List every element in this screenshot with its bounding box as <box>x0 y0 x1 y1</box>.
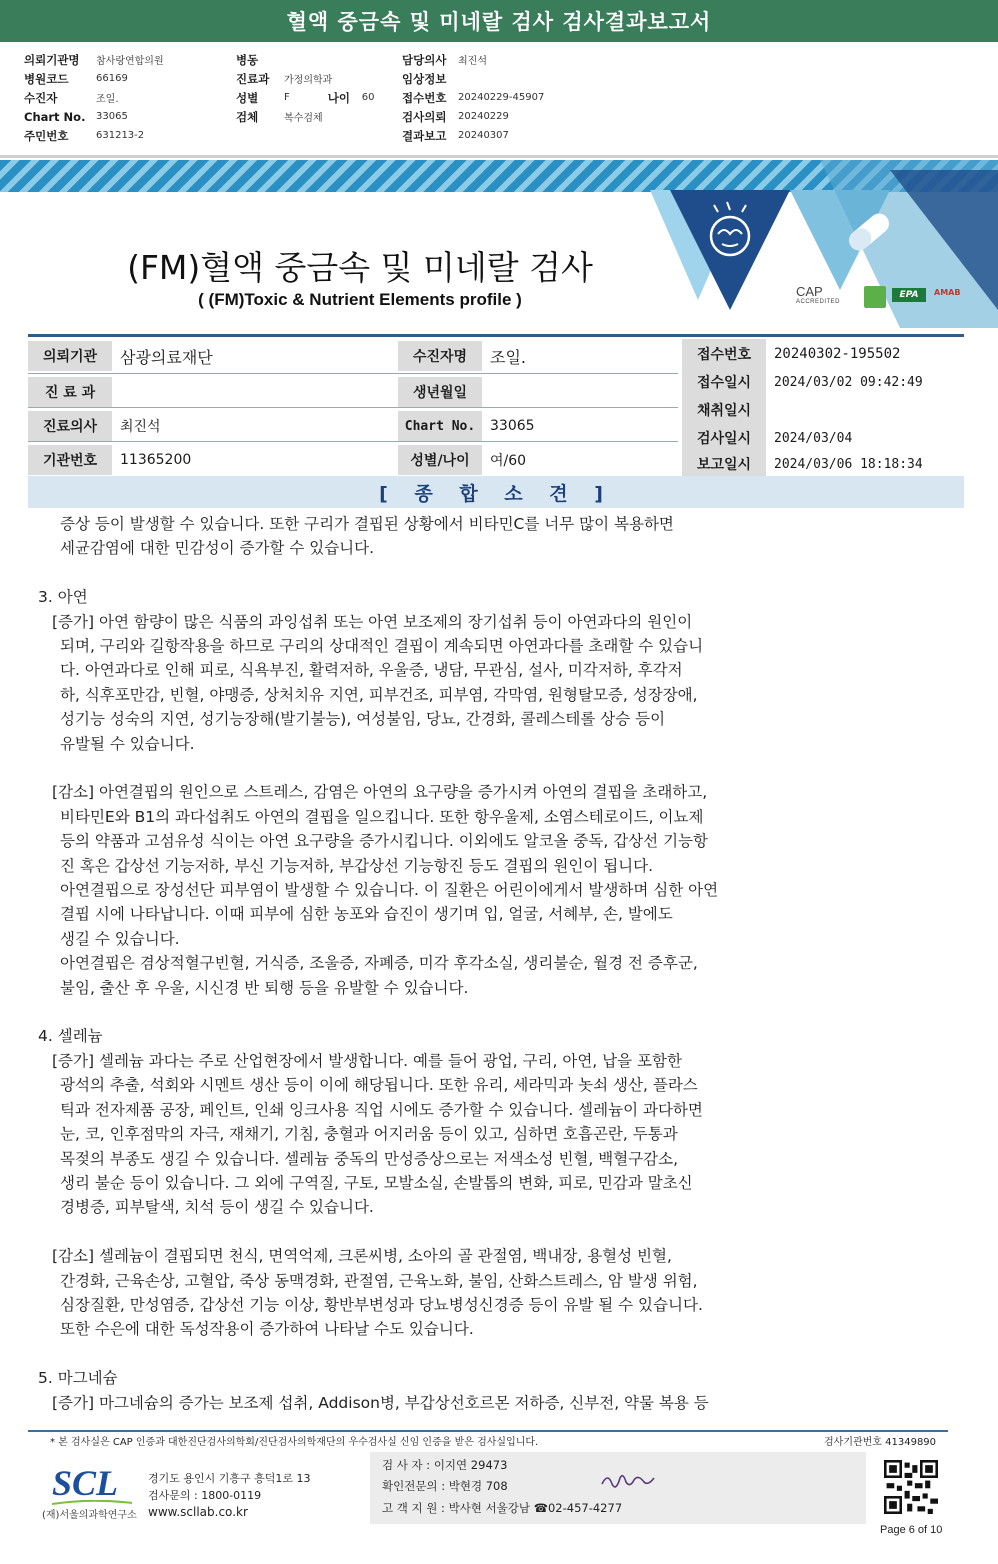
summary-text-line: 진 혹은 갑상선 기능저하, 부신 기능저하, 부갑상선 기능항진 등도 결핍의 원인이 됩니다. <box>60 856 654 875</box>
summary-text-line: 광석의 추출, 석회와 시멘트 생산 등이 이에 해당됩니다. 또한 유리, 세라믹과 놋쇠 생산, 플라스 <box>60 1076 698 1095</box>
summary-text-line: [감소] 셀레늄이 결핍되면 천식, 면역억제, 크론씨병, 소아의 골 관절염, 백내장, 용혈성 빈혈, <box>52 1247 672 1266</box>
header-field <box>236 88 375 107</box>
header-field-value: 20240229 <box>458 111 509 122</box>
header-field-value: 참사랑연합의원 <box>96 56 164 67</box>
summary-text-line: 세균감염에 대한 민감성이 증가할 수 있습니다. <box>60 539 375 558</box>
header-field <box>24 107 164 126</box>
accreditation-logos <box>796 282 966 318</box>
summary-text-line: 생리 불순 등이 있습니다. 그 외에 구역질, 구토, 모발소실, 손발톱의 변화, 피로, 민감과 말초신 <box>60 1173 693 1192</box>
support-line: 고 객 지 원 : 박사현 서울강남 ☎02-457-4277 <box>382 1501 623 1515</box>
summary-text-line: [증가] 셀레늄 과다는 주로 산업현장에서 발생합니다. 예를 들어 광업, 구리, 아연, 납을 포함한 <box>52 1051 682 1070</box>
summary-text-line: 결핍 시에 나타납니다. 이때 피부에 심한 농포와 습진이 생기며 입, 얼굴, 서혜부, 손, 발에도 <box>60 905 673 924</box>
cap-logo-subtext: ACCREDITED <box>796 299 841 305</box>
paragraph-gap <box>38 1220 888 1244</box>
header-col-2 <box>236 50 375 126</box>
header-field-label: 병원코드 <box>24 71 69 86</box>
table-divider <box>28 373 678 374</box>
specialist-line: 확인전문의 : 박현경 708 <box>382 1479 508 1493</box>
summary-text-line: [감소] 아연결핍의 원인으로 스트레스, 감염은 아연의 요구량을 증가시켜 아연의 결핍을 초래하고, <box>52 783 708 802</box>
header-field <box>236 107 375 126</box>
table-divider <box>28 407 678 408</box>
value-doctor: 최진석 <box>112 411 394 441</box>
value-receipt-no: 20240302-195502 <box>766 339 964 369</box>
patient-info-table <box>28 334 964 474</box>
label-receipt-date: 접수일시 <box>682 367 766 397</box>
report-header-title: 혈액 중금속 및 미네랄 검사 검사결과보고서 <box>0 0 998 42</box>
summary-text-line: 성기능 성숙의 지연, 성기능장해(발기불능), 여성불임, 당뇨, 간경화, 콜레스테롤 상승 등이 <box>60 710 666 729</box>
summary-text-line: 틱과 전자제품 공장, 페인트, 인쇄 잉크사용 직업 시에도 증가할 수 있습니다. 셀레늄이 과다하면 <box>60 1100 703 1119</box>
label-doctor: 진료의사 <box>28 411 112 441</box>
table-divider <box>28 441 678 442</box>
header-field <box>24 88 164 107</box>
summary-heading: [ 종 합 소 견 ] <box>28 476 964 508</box>
report-subtitle: ( (FM)Toxic & Nutrient Elements profile ) <box>198 290 522 309</box>
signature-panel <box>370 1452 866 1524</box>
summary-text-line: [증가] 아연 함량이 많은 식품의 과잉섭취 또는 아연 보조제의 장기섭취 등이 아연과다의 원인이 <box>52 612 693 631</box>
summary-text-line: 심장질환, 만성염증, 갑상선 기능 이상, 황반부변성과 당뇨병성신경증 등이 유발 될 수 있습니다. <box>60 1295 703 1314</box>
header-field-value: 조일. <box>96 94 119 105</box>
value-receipt-date: 2024/03/02 09:42:49 <box>766 367 964 397</box>
label-institution: 의뢰기관 <box>28 341 112 371</box>
header-field-value: 최진석 <box>458 56 487 67</box>
summary-text-line: 3. 아연 <box>38 588 88 607</box>
page-number: Page 6 of 10 <box>880 1524 943 1536</box>
header-field-label: Chart No. <box>24 109 86 124</box>
summary-text-line: [증가] 마그네슘의 증가는 보조제 섭취, Addison병, 부갑상선호르몬 저하증, 신부전, 약물 복용 등 <box>52 1393 709 1412</box>
header-field-value: 복수검체 <box>284 113 323 124</box>
lab-contact: 검사문의 : 1800-0119 <box>148 1489 262 1502</box>
summary-text-line: 생길 수 있습니다. <box>60 929 180 948</box>
header-field-label: 임상정보 <box>402 71 447 86</box>
value-report-date: 2024/03/06 18:18:34 <box>766 449 964 479</box>
epa-logo: EPA <box>892 288 926 302</box>
label-patient-name: 수진자명 <box>398 341 482 371</box>
lab-website: www.scllab.co.kr <box>148 1505 248 1519</box>
header-field <box>402 50 544 69</box>
label-test-date: 검사일시 <box>682 423 766 453</box>
header-field-value: 20240307 <box>458 130 509 141</box>
header-field-value: 631213-2 <box>96 130 145 141</box>
report-title: (FM)혈액 중금속 및 미네랄 검사 <box>127 248 593 287</box>
lm-logo-icon <box>864 286 886 308</box>
header-field-label: 담당의사 <box>402 52 447 67</box>
value-collect-date <box>766 395 964 425</box>
header-field-label: 결과보고 <box>402 128 447 143</box>
label-institution-code: 기관번호 <box>28 445 112 475</box>
footer-divider <box>28 1430 948 1432</box>
label-birthdate: 생년월일 <box>398 377 482 407</box>
summary-text-line: 다. 아연과다로 인해 피로, 식욕부진, 활력저하, 우울증, 냉담, 무관심, 설사, 미각저하, 후각저 <box>60 661 683 680</box>
summary-text-line: 경병증, 피부탈색, 치석 등이 생길 수 있습니다. <box>60 1198 374 1217</box>
header-field <box>24 50 164 69</box>
value-sex-age: 여/60 <box>482 445 678 475</box>
summary-text-line: 유발될 수 있습니다. <box>60 734 195 753</box>
paragraph-gap <box>38 561 888 585</box>
cap-logo <box>796 284 840 305</box>
header-field-label: 주민번호 <box>24 128 69 143</box>
label-report-date: 보고일시 <box>682 449 766 479</box>
paragraph-gap <box>38 1000 888 1024</box>
summary-text-line: 비타민E와 B1의 과다섭취도 아연의 결핍을 일으킵니다. 또한 항우울제, 소염스테로이드, 이뇨제 <box>60 807 704 826</box>
summary-text-line: 등의 약품과 고섬유성 식이는 아연 요구량을 증가시킵니다. 이외에도 알코올 중독, 갑상선 기능항 <box>60 832 709 851</box>
header-field <box>24 126 164 145</box>
value-department <box>112 377 394 407</box>
summary-text-line: 불임, 출산 후 우울, 시신경 반 퇴행 등을 유발할 수 있습니다. <box>60 978 469 997</box>
header-field-value: F <box>284 92 290 103</box>
header-field-value: 33065 <box>96 111 128 122</box>
value-patient-name: 조일. <box>482 341 678 371</box>
scl-org-name: (재)서울의과학연구소 <box>42 1510 137 1521</box>
header-field-value: 20240229-45907 <box>458 92 545 103</box>
header-field-label: 성별 <box>236 90 259 105</box>
lab-number: 검사기관번호 41349890 <box>824 1437 937 1448</box>
summary-text-line: 눈, 코, 인후점막의 자극, 재채기, 기침, 충혈과 어지러움 등이 있고, 심하면 호흡곤란, 두통과 <box>60 1125 678 1144</box>
label-collect-date: 채취일시 <box>682 395 766 425</box>
amab-logo: AMAB <box>934 288 961 297</box>
label-sex-age: 성별/나이 <box>398 445 482 475</box>
summary-text-line: 5. 마그네슘 <box>38 1369 118 1388</box>
header-field-label: 검사의뢰 <box>402 109 447 124</box>
summary-text-line: 되며, 구리와 길항작용을 하므로 구리의 상대적인 결핍이 계속되면 아연과다를 초래할 수 있습니 <box>60 637 704 656</box>
summary-text-line: 아연결핍은 겸상적혈구빈혈, 거식증, 조울증, 자폐증, 미각 후각소실, 생리불순, 월경 전 증후군, <box>60 954 698 973</box>
lab-address: 경기도 용인시 기흥구 흥덕1로 13 <box>148 1472 311 1485</box>
header-field-label: 수진자 <box>24 90 58 105</box>
qr-code-icon <box>884 1460 938 1514</box>
summary-text-line: 하, 식후포만감, 빈혈, 야맹증, 상처치유 지연, 피부건조, 피부염, 각막염, 원형탈모증, 성장장애, <box>60 685 698 704</box>
header-age-value: 60 <box>361 92 375 103</box>
header-field <box>402 126 544 145</box>
summary-body <box>38 512 888 1415</box>
header-field-label: 검체 <box>236 109 259 124</box>
header-field <box>24 69 164 88</box>
header-field <box>236 69 375 88</box>
summary-text-line: 간경화, 근육손상, 고혈압, 죽상 동맥경화, 관절염, 근육노화, 불임, 산화스트레스, 암 발생 위험, <box>60 1271 698 1290</box>
accreditation-note: * 본 검사실은 CAP 인증과 대한진단검사의학회/진단검사의학재단의 우수검사실 신임 인증을 받은 검사실입니다. <box>50 1437 539 1448</box>
value-chart-no: 33065 <box>482 411 678 441</box>
header-field <box>236 50 375 69</box>
summary-text-line: 아연결핍으로 장성선단 피부염이 발생할 수 있습니다. 이 질환은 어린이에게서 발생하며 심한 아연 <box>60 881 719 900</box>
value-test-date: 2024/03/04 <box>766 423 964 453</box>
header-field-label: 병동 <box>236 52 259 67</box>
header-field-value: 가정의학과 <box>284 75 333 86</box>
header-age-label: 나이 <box>327 90 350 105</box>
summary-text-line: 목젖의 부종도 생길 수 있습니다. 셀레늄 중독의 만성증상으로는 저색소성 빈혈, 백혈구감소, <box>60 1149 679 1168</box>
summary-text-line: 또한 수은에 대한 독성작용이 증가하여 나타날 수도 있습니다. <box>60 1320 474 1339</box>
examiner-line: 검 사 자 : 이지연 29473 <box>382 1458 508 1472</box>
label-receipt-no: 접수번호 <box>682 339 766 369</box>
label-department: 진 료 과 <box>28 377 112 407</box>
header-field-label: 접수번호 <box>402 90 447 105</box>
header-field <box>402 107 544 126</box>
paragraph-gap <box>38 1342 888 1366</box>
value-institution-code: 11365200 <box>112 445 394 475</box>
header-field-value: 66169 <box>96 73 128 84</box>
header-field <box>402 69 544 88</box>
value-institution: 삼광의료재단 <box>112 341 394 371</box>
summary-text-line: 증상 등이 발생할 수 있습니다. 또한 구리가 결핍된 상황에서 비타민C를 너무 많이 복용하면 <box>60 515 674 533</box>
header-field-label: 진료과 <box>236 71 270 86</box>
header-col-1 <box>24 50 164 145</box>
scl-logo: SCL <box>52 1463 119 1503</box>
value-birthdate <box>482 377 678 407</box>
label-chart-no: Chart No. <box>398 411 482 441</box>
cap-logo-text: CAP <box>796 284 823 299</box>
signature-image <box>598 1470 658 1492</box>
summary-text-line: 4. 셀레늄 <box>38 1027 103 1046</box>
paragraph-gap <box>38 756 888 780</box>
report-header-info <box>0 42 998 158</box>
header-field <box>402 88 544 107</box>
header-col-3 <box>402 50 544 145</box>
header-field-label: 의뢰기관명 <box>24 52 80 67</box>
